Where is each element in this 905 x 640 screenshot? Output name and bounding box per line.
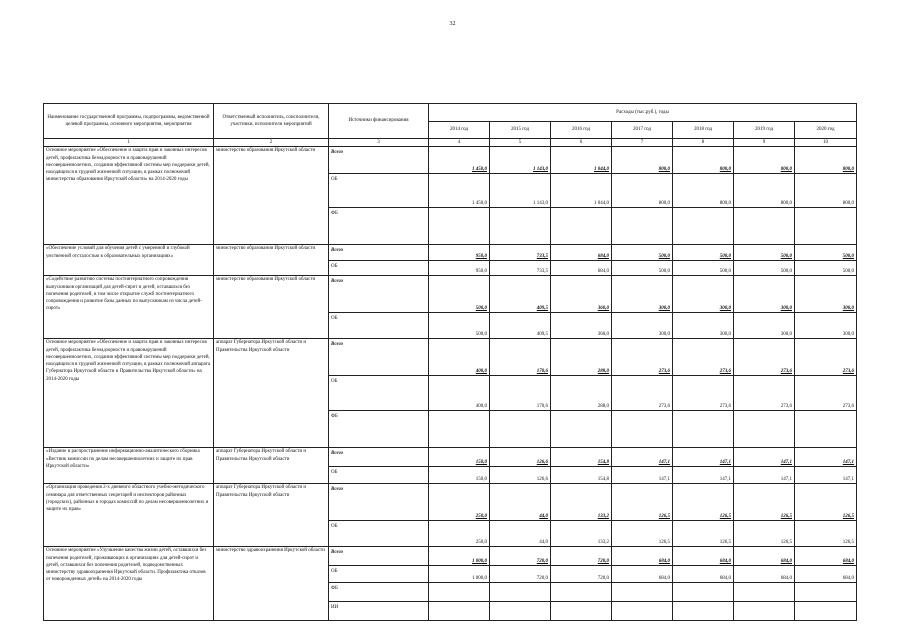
- amount-cell: 409,5: [490, 276, 551, 313]
- measure-name: «Обеспечение условий для обучения детей с умеренной и глубокой умственной отсталостью в образовательных организациях»: [44, 245, 214, 276]
- amount-cell: [795, 583, 857, 602]
- amount-cell: 273,6: [734, 339, 795, 376]
- amount-cell: [673, 602, 734, 621]
- executor: аппарат Губернатора Иркутской области и Правительства Иркутской области: [214, 484, 329, 547]
- funding-source: Всего: [329, 484, 429, 521]
- amount-cell: 300,0: [734, 276, 795, 313]
- amount-cell: 288,0: [551, 376, 612, 411]
- amount-cell: 1 143,0: [490, 147, 551, 174]
- amount-cell: 360,0: [551, 313, 612, 339]
- amount-cell: 126,5: [795, 484, 857, 521]
- amount-cell: 500,0: [734, 245, 795, 261]
- column-index: 3: [329, 139, 429, 147]
- amount-cell: [490, 602, 551, 621]
- amount-cell: 273,6: [612, 339, 673, 376]
- amount-cell: [734, 602, 795, 621]
- amount-cell: 500,0: [734, 261, 795, 276]
- amount-cell: 300,0: [734, 313, 795, 339]
- amount-cell: 400,0: [429, 339, 490, 376]
- amount-cell: 800,0: [795, 174, 857, 208]
- amount-cell: 300,0: [673, 313, 734, 339]
- amount-cell: 126,5: [795, 521, 857, 547]
- table-row: [44, 547, 857, 566]
- amount-cell: [551, 602, 612, 621]
- amount-cell: 500,0: [429, 276, 490, 313]
- table-row: [44, 245, 857, 261]
- executor: министерство образования Иркутской области: [214, 147, 329, 245]
- header-name: Наименование государственной программы, подпрограммы, ведомственной целевой программы, основного мероприятия, мероприятия: [44, 104, 214, 139]
- amount-cell: 150,0: [429, 467, 490, 484]
- amount-cell: 360,0: [551, 276, 612, 313]
- amount-cell: [673, 411, 734, 448]
- amount-cell: 800,0: [612, 147, 673, 174]
- amount-cell: 800,0: [734, 174, 795, 208]
- table-body: [44, 147, 857, 621]
- amount-cell: [429, 583, 490, 602]
- page-number: 32: [449, 21, 456, 27]
- amount-cell: 126,5: [673, 521, 734, 547]
- column-index: 10: [795, 139, 857, 147]
- funding-source: ОБ: [329, 174, 429, 208]
- amount-cell: 154,8: [551, 448, 612, 467]
- amount-cell: 288,0: [551, 339, 612, 376]
- amount-cell: 684,0: [612, 547, 673, 566]
- amount-cell: 500,0: [673, 261, 734, 276]
- header-source: Источники финансирования: [329, 104, 429, 139]
- amount-cell: 1 000,0: [429, 566, 490, 583]
- amount-cell: [795, 208, 857, 245]
- executor: министерство образования Иркутской области: [214, 245, 329, 276]
- table-row: [44, 484, 857, 521]
- funding-source: Всего: [329, 339, 429, 376]
- amount-cell: 500,0: [673, 245, 734, 261]
- header-year: 2018 год: [673, 121, 734, 139]
- amount-cell: 273,6: [795, 339, 857, 376]
- amount-cell: 300,0: [612, 276, 673, 313]
- column-index: 4: [429, 139, 490, 147]
- executor: аппарат Губернатора Иркутской области и Правительства Иркутской области: [214, 339, 329, 448]
- amount-cell: 409,5: [490, 313, 551, 339]
- amount-cell: 1 450,0: [429, 174, 490, 208]
- amount-cell: [490, 411, 551, 448]
- amount-cell: 1 044,0: [551, 147, 612, 174]
- measure-name: «Издание и распространение информационно-аналитического сборника «Вестник комиссии по делам несовершеннолетних и защите их прав Иркутской области»: [44, 448, 214, 484]
- amount-cell: 733,5: [490, 245, 551, 261]
- amount-cell: 147,1: [734, 467, 795, 484]
- amount-cell: [429, 602, 490, 621]
- amount-cell: 800,0: [734, 147, 795, 174]
- table-row: [44, 448, 857, 467]
- table-header: [44, 104, 857, 147]
- amount-cell: 154,8: [551, 467, 612, 484]
- amount-cell: 273,6: [734, 376, 795, 411]
- amount-cell: 44,0: [490, 521, 551, 547]
- amount-cell: 1 044,0: [551, 174, 612, 208]
- amount-cell: 126,5: [734, 521, 795, 547]
- funding-source: Всего: [329, 245, 429, 261]
- amount-cell: 147,1: [612, 448, 673, 467]
- amount-cell: 1 450,0: [429, 147, 490, 174]
- table-row: [44, 276, 857, 313]
- amount-cell: 170,6: [490, 376, 551, 411]
- funding-source: ИИ: [329, 602, 429, 621]
- header-year: 2015 год: [490, 121, 551, 139]
- funding-source: ОБ: [329, 521, 429, 547]
- amount-cell: [490, 583, 551, 602]
- amount-cell: 126,5: [734, 484, 795, 521]
- amount-cell: 684,0: [612, 566, 673, 583]
- funding-source: Всего: [329, 276, 429, 313]
- amount-cell: 300,0: [795, 313, 857, 339]
- measure-name: Основное мероприятие «Улучшение качества жизни детей, оставшихся без попечения родителей, проживающих в организациях для детей-сирот и детей, оставшихся без попечения родителей, подведомственных министерству здравоохранения Иркутской области. Профилактика отказов от новорожденных детей» на 2014-2020 годы: [44, 547, 214, 621]
- amount-cell: 250,0: [429, 521, 490, 547]
- amount-cell: 500,0: [795, 245, 857, 261]
- header-executor: Ответственный исполнитель, соисполнители, участники, исполнители мероприятий: [214, 104, 329, 139]
- amount-cell: 720,0: [551, 566, 612, 583]
- amount-cell: 147,1: [673, 467, 734, 484]
- measure-name: «Содействие развитию системы постинтернатного сопровождения выпускников организаций для детей-сирот и детей, оставшихся без попечения родителей, в том числе открытие служб постинтернатного сопровождения и развитие базы данных по выпускникам из числа детей-сирот»: [44, 276, 214, 339]
- amount-cell: 126,5: [612, 521, 673, 547]
- header-year: 2020 год: [795, 121, 857, 139]
- financing-table: [43, 103, 857, 621]
- amount-cell: 800,0: [612, 174, 673, 208]
- amount-cell: 500,0: [612, 245, 673, 261]
- amount-cell: [612, 411, 673, 448]
- amount-cell: [795, 602, 857, 621]
- measure-name: Основное мероприятие «Обеспечение и защита прав и законных интересов детей, профилактика безнадзорности и правонарушений несовершеннолетних, создания эффективной системы мер поддержки детей, находящихся в трудной жизненной ситуации, в рамках полномочий министерства образования Иркутской области» на 2014-2020 годы: [44, 147, 214, 245]
- column-index: 6: [551, 139, 612, 147]
- amount-cell: 400,0: [429, 376, 490, 411]
- amount-cell: [673, 583, 734, 602]
- amount-cell: 500,0: [795, 261, 857, 276]
- funding-source: Всего: [329, 448, 429, 467]
- amount-cell: 150,0: [429, 448, 490, 467]
- amount-cell: 684,0: [551, 261, 612, 276]
- header-year: 2017 год: [612, 121, 673, 139]
- amount-cell: 273,6: [673, 339, 734, 376]
- amount-cell: [673, 208, 734, 245]
- amount-cell: 126,5: [612, 484, 673, 521]
- amount-cell: 126,6: [490, 448, 551, 467]
- header-year: 2014 год: [429, 121, 490, 139]
- amount-cell: [734, 583, 795, 602]
- funding-source: ОБ: [329, 313, 429, 339]
- amount-cell: 250,0: [429, 484, 490, 521]
- amount-cell: 950,0: [429, 245, 490, 261]
- header-costs: Расходы (тыс.руб.), годы: [429, 104, 857, 122]
- amount-cell: 133,2: [551, 484, 612, 521]
- amount-cell: 1 000,0: [429, 547, 490, 566]
- amount-cell: 273,6: [795, 376, 857, 411]
- column-index: 8: [673, 139, 734, 147]
- funding-source: ОБ: [329, 566, 429, 583]
- funding-source: ОБ: [329, 376, 429, 411]
- amount-cell: 44,0: [490, 484, 551, 521]
- amount-cell: 720,0: [551, 547, 612, 566]
- amount-cell: 147,1: [612, 467, 673, 484]
- amount-cell: 684,0: [673, 547, 734, 566]
- amount-cell: 684,0: [795, 566, 857, 583]
- amount-cell: [734, 208, 795, 245]
- amount-cell: [490, 208, 551, 245]
- amount-cell: 684,0: [795, 547, 857, 566]
- column-index: 7: [612, 139, 673, 147]
- amount-cell: [612, 208, 673, 245]
- amount-cell: 684,0: [734, 547, 795, 566]
- executor: министерство здравоохранения Иркутской области: [214, 547, 329, 621]
- amount-cell: 126,6: [490, 467, 551, 484]
- amount-cell: 950,0: [429, 261, 490, 276]
- amount-cell: 147,1: [673, 448, 734, 467]
- amount-cell: 1 143,0: [490, 174, 551, 208]
- amount-cell: 300,0: [795, 276, 857, 313]
- amount-cell: 500,0: [612, 261, 673, 276]
- header-year: 2019 год: [734, 121, 795, 139]
- column-index: 9: [734, 139, 795, 147]
- amount-cell: [551, 583, 612, 602]
- measure-name: «Организация проведения 2-х дневного областного учебно-методического семинара для ответственных секретарей и инспекторов районных (городских), районных в городах комиссий по делам несовершеннолетних и защите их прав»: [44, 484, 214, 547]
- amount-cell: 684,0: [551, 245, 612, 261]
- amount-cell: [734, 411, 795, 448]
- amount-cell: 273,6: [673, 376, 734, 411]
- header-year: 2016 год: [551, 121, 612, 139]
- amount-cell: 170,6: [490, 339, 551, 376]
- executor: министерство образования Иркутской области: [214, 276, 329, 339]
- amount-cell: 147,1: [734, 448, 795, 467]
- funding-source: ФБ: [329, 583, 429, 602]
- amount-cell: [551, 411, 612, 448]
- executor: аппарат Губернатора Иркутской области и Правительства Иркутской области: [214, 448, 329, 484]
- amount-cell: 500,0: [429, 313, 490, 339]
- amount-cell: 126,5: [673, 484, 734, 521]
- amount-cell: 733,5: [490, 261, 551, 276]
- amount-cell: [429, 411, 490, 448]
- amount-cell: [429, 208, 490, 245]
- table-row: [44, 339, 857, 376]
- amount-cell: 300,0: [673, 276, 734, 313]
- amount-cell: 800,0: [795, 147, 857, 174]
- amount-cell: [795, 411, 857, 448]
- column-index: 2: [214, 139, 329, 147]
- table-row: [44, 147, 857, 174]
- amount-cell: 684,0: [734, 566, 795, 583]
- amount-cell: 720,0: [490, 566, 551, 583]
- amount-cell: 147,1: [795, 448, 857, 467]
- amount-cell: [612, 602, 673, 621]
- amount-cell: [551, 208, 612, 245]
- measure-name: Основное мероприятие «Обеспечение и защита прав и законных интересов детей, профилактика безнадзорности и правонарушений несовершеннолетних, создания эффективной системы мер поддержки детей, находящихся в трудной жизненной ситуации, в рамках полномочий аппарата Губернатора Иркутской области и Правительства Иркутской области» на 2014-2020 годы: [44, 339, 214, 448]
- funding-source: Всего: [329, 147, 429, 174]
- amount-cell: 147,1: [795, 467, 857, 484]
- amount-cell: 300,0: [612, 313, 673, 339]
- amount-cell: 133,2: [551, 521, 612, 547]
- funding-source: ФБ: [329, 411, 429, 448]
- amount-cell: 684,0: [673, 566, 734, 583]
- funding-source: ФБ: [329, 208, 429, 245]
- amount-cell: 273,6: [612, 376, 673, 411]
- amount-cell: 800,0: [673, 147, 734, 174]
- amount-cell: 720,0: [490, 547, 551, 566]
- funding-source: Всего: [329, 547, 429, 566]
- amount-cell: 800,0: [673, 174, 734, 208]
- column-index: 5: [490, 139, 551, 147]
- funding-source: ОБ: [329, 261, 429, 276]
- amount-cell: [612, 583, 673, 602]
- funding-source: ОБ: [329, 467, 429, 484]
- column-index: 1: [44, 139, 214, 147]
